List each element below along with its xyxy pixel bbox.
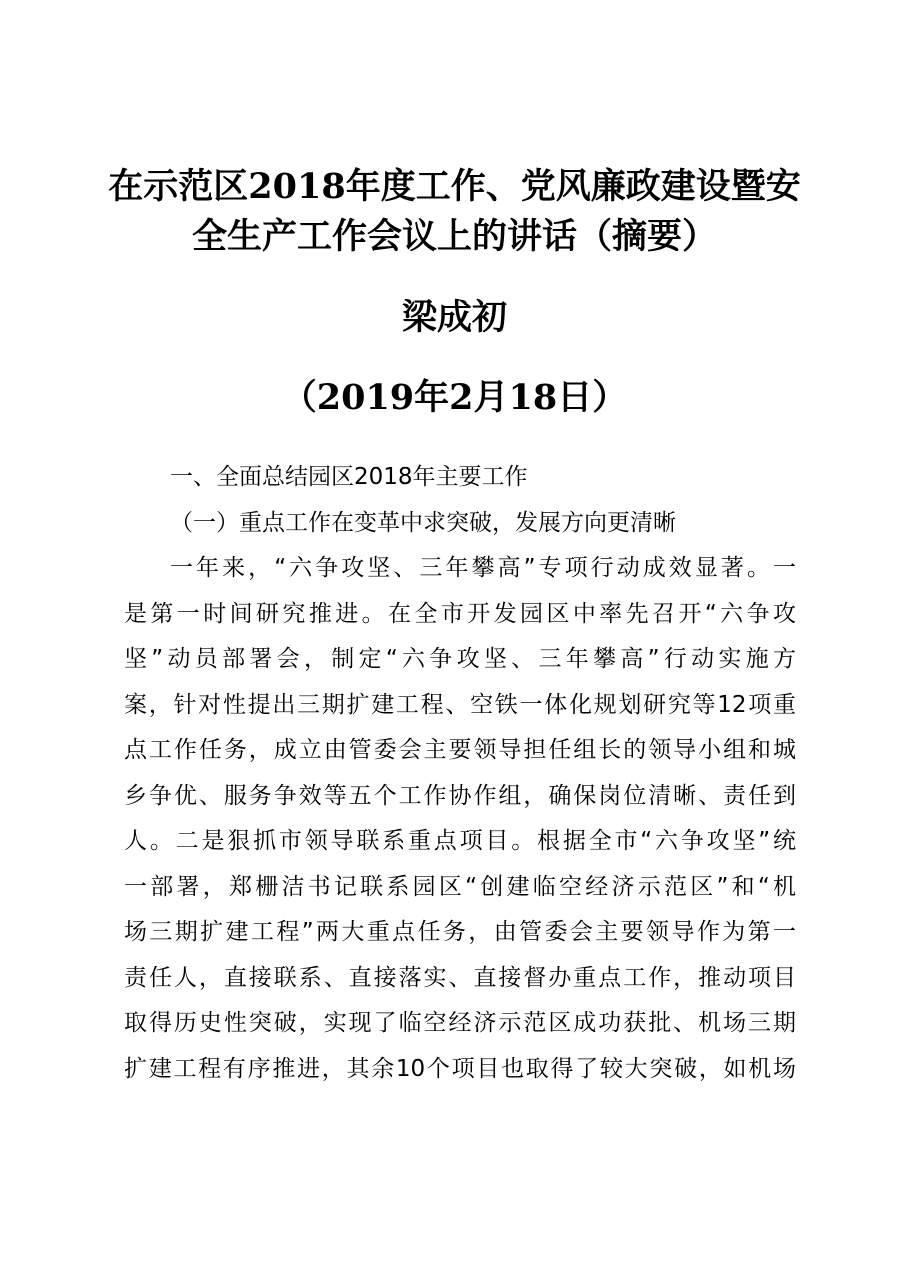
paragraph-line: 一年来，“六争攻坚、三年攀高”专项行动成效显著。一 bbox=[170, 555, 796, 581]
paragraph-line: 乡争优、服务争效等五个工作协作组，确保岗位清晰、责任到 bbox=[124, 782, 796, 809]
paragraph-line: 点工作任务，成立由管委会主要领导担任组长的领导小组和城 bbox=[124, 737, 796, 763]
document-title-line-1: 在示范区2018年度工作、党风廉政建设暨安 bbox=[108, 166, 801, 207]
paragraph-line: 案，针对性提出三期扩建工程、空铁一体化规划研究等12项重 bbox=[124, 691, 796, 718]
paragraph-line: 是第一时间研究推进。在全市开发园区中率先召开“六争攻 bbox=[124, 600, 796, 627]
paragraph-line: 扩建工程有序推进，其余10个项目也取得了较大突破，如机场 bbox=[124, 1055, 796, 1082]
section-heading: 一、全面总结园区2018年主要工作 bbox=[170, 464, 528, 490]
paragraph-line: 责任人，直接联系、直接落实、直接督办重点工作，推动项目 bbox=[124, 964, 796, 991]
document-body bbox=[124, 455, 796, 1092]
speech-date: （2019年2月18日） bbox=[281, 377, 628, 418]
paragraph-line: 坚”动员部署会，制定“六争攻坚、三年攀高”行动实施方 bbox=[124, 646, 796, 672]
subsection-heading: （一）重点工作在变革中求突破，发展方向更清晰 bbox=[170, 509, 676, 536]
document-title-line-2: 全生产工作会议上的讲话（摘要） bbox=[191, 216, 717, 257]
paragraph-line: 场三期扩建工程”两大重点任务，由管委会主要领导作为第一 bbox=[124, 919, 796, 945]
paragraph-line: 取得历史性突破，实现了临空经济示范区成功获批、机场三期 bbox=[124, 1010, 796, 1036]
paragraph-line: 人。二是狠抓市领导联系重点项目。根据全市“六争攻坚”统 bbox=[124, 828, 796, 854]
paragraph-line: 一部署，郑栅洁书记联系园区“创建临空经济示范区”和“机 bbox=[124, 873, 796, 900]
author-name: 梁成初 bbox=[401, 297, 507, 338]
